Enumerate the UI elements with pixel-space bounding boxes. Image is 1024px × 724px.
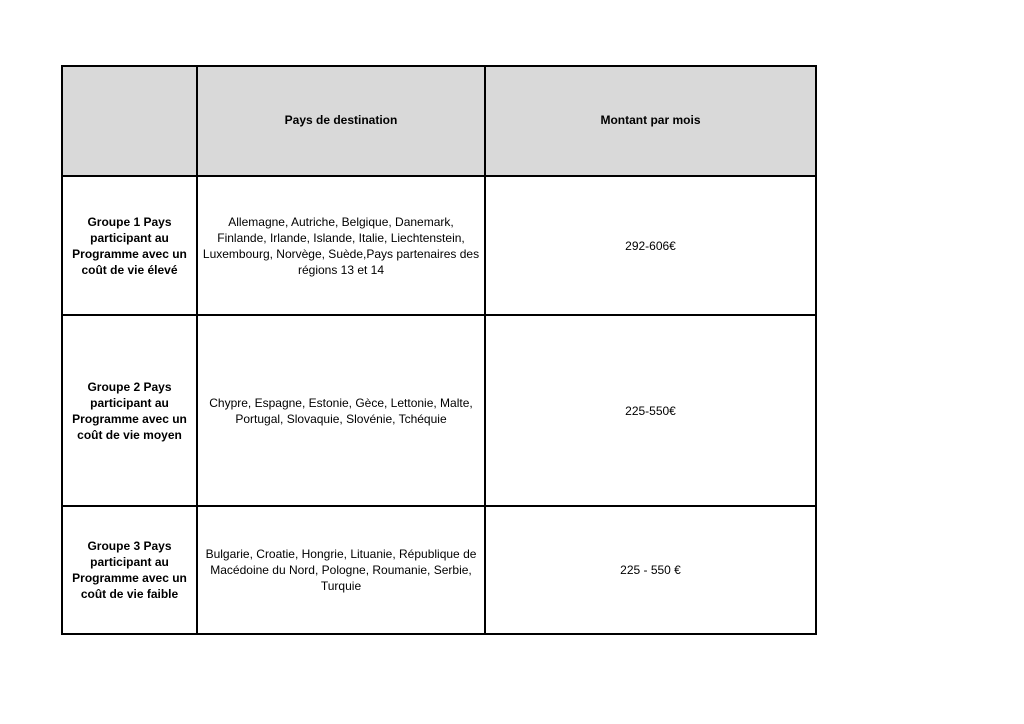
- table-header-row: [62, 66, 816, 176]
- group-cell: Groupe 1 Pays participant au Programme avec un coût de vie élevé: [62, 176, 197, 315]
- amount-cell: 225 - 550 €: [485, 506, 816, 634]
- header-group-cell: [62, 66, 197, 176]
- countries-cell: Bulgarie, Croatie, Hongrie, Lituanie, République de Macédoine du Nord, Pologne, Roumanie, Serbie, Turquie: [197, 506, 485, 634]
- table-row: [62, 506, 816, 634]
- header-amount-cell: Montant par mois: [485, 66, 816, 176]
- group-cell: Groupe 3 Pays participant au Programme avec un coût de vie faible: [62, 506, 197, 634]
- table-row: [62, 176, 816, 315]
- amount-cell: 225-550€: [485, 315, 816, 506]
- header-destination-cell: Pays de destination: [197, 66, 485, 176]
- group-cell: Groupe 2 Pays participant au Programme avec un coût de vie moyen: [62, 315, 197, 506]
- amount-cell: 292-606€: [485, 176, 816, 315]
- allowance-table: [61, 65, 817, 635]
- table-row: [62, 315, 816, 506]
- countries-cell: Allemagne, Autriche, Belgique, Danemark, Finlande, Irlande, Islande, Italie, Liechtenstein, Luxembourg, Norvège, Suède,Pays partenaires des régions 13 et 14: [197, 176, 485, 315]
- countries-cell: Chypre, Espagne, Estonie, Gèce, Lettonie, Malte, Portugal, Slovaquie, Slovénie, Tchéquie: [197, 315, 485, 506]
